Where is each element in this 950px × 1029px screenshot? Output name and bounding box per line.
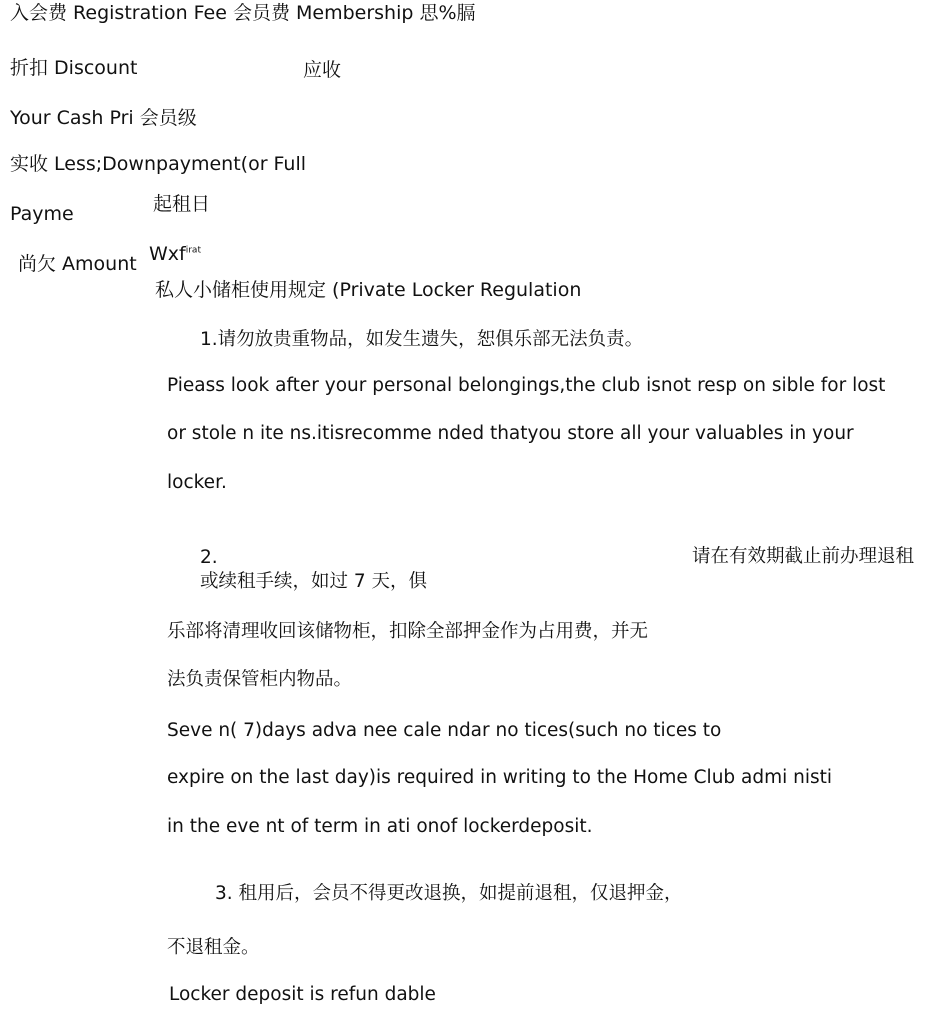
fee-line-cash-price: Your Cash Pri 会员级: [10, 107, 197, 129]
rule3-cn-line2: 不退租金。: [167, 937, 260, 958]
rule1-en-line3: locker.: [167, 472, 227, 493]
rule1-en-line2: or stole n ite ns.itisrecomme nded thatyou store all your valuables in your: [167, 423, 854, 444]
fee-line-payment: Payme: [10, 203, 74, 225]
rule3-cn-line1: 3. 租用后，会员不得更改退换，如提前退租，仅退押金，: [215, 883, 683, 904]
rule2-cn-line1: 乐部将清理收回该储物柜，扣除全部押金作为占用费，并无: [167, 621, 649, 642]
rule1-en-line1: Pieass look after your personal belongings,the club isnot resp on sible for lost: [167, 375, 886, 396]
fee-line-discount: 折扣 Discount: [10, 57, 138, 79]
fee-line-registration: 入会费 Registration Fee 会员费 Membership 思%膈: [10, 2, 476, 24]
fee-line-amount-due: 尚欠 Amount: [18, 253, 137, 275]
fee-line-wxf-sup: irat: [185, 245, 201, 256]
fee-line-downpayment: 实收 Less;Downpayment(or Full: [10, 153, 307, 175]
rule2-cn-cont: 或续租手续，如过 7 天，俱: [200, 571, 428, 592]
rule1-cn: 1.请勿放贵重物品，如发生遗失，恕俱乐部无法负责。: [200, 329, 644, 350]
fee-line-wxf: Wxf$^{irat}$: [149, 243, 201, 265]
rule2-en-line2: expire on the last day)is required in writing to the Home Club admi nisti: [167, 767, 833, 788]
rule2-cn-right: 请在有效期截止前办理退租: [692, 546, 915, 567]
rule2-en-line1: Seve n( 7)days adva nee cale ndar no tices(such no tices to: [167, 720, 722, 741]
rule2-en-line3: in the eve nt of term in ati onof lockerdeposit.: [167, 816, 593, 837]
fee-label-start-date: 起租日: [153, 193, 211, 215]
rule2-cn-line2: 法负责保管柜内物品。: [167, 669, 353, 690]
rule3-en-line1: Locker deposit is refun dable: [169, 984, 436, 1005]
fee-label-receivable: 应收: [303, 59, 342, 81]
rule2-number: 2.: [200, 547, 218, 568]
regulation-title: 私人小储柜使用规定 (Private Locker Regulation: [155, 279, 582, 301]
